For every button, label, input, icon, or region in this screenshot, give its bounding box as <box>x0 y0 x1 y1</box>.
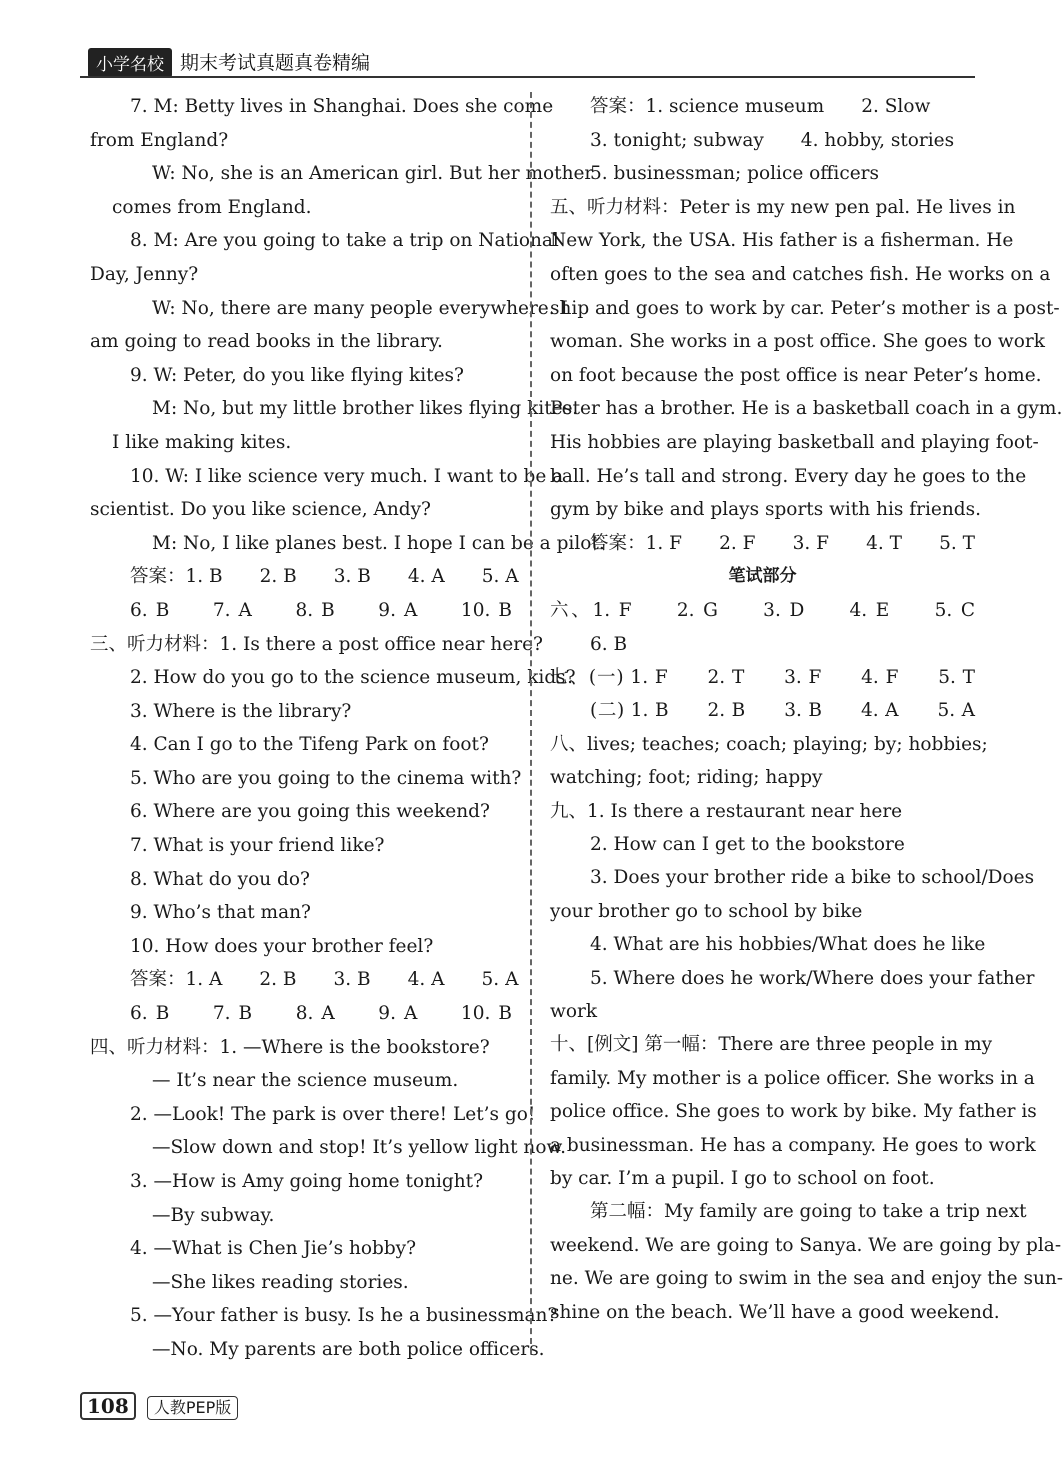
text-line: comes from England. <box>112 196 312 218</box>
text-line: His hobbies are playing basketball and playing foot- <box>550 431 1039 453</box>
text-line: weekend. We are going to Sanya. We are going by pla- <box>550 1234 1062 1256</box>
text-line: 六、1. F 2. G 3. D 4. E 5. C <box>550 599 975 621</box>
text-line: Day, Jenny? <box>90 263 199 285</box>
text-line: 第二幅：My family are going to take a trip next <box>590 1201 1027 1223</box>
text-line: 6. B <box>590 633 628 655</box>
text-line: 3. Where is the library? <box>130 700 352 722</box>
column-divider <box>530 92 532 1354</box>
text-line: —No. My parents are both police officers. <box>152 1338 545 1360</box>
text-line: (二) 1. B 2. B 3. B 4. A 5. A <box>590 700 975 722</box>
text-line: 3. Does your brother ride a bike to school/Does <box>590 867 1035 889</box>
text-line: 九、1. Is there a restaurant near here <box>550 800 903 822</box>
text-line: 9. W: Peter, do you like flying kites? <box>130 364 464 386</box>
text-line: 3. —How is Amy going home tonight? <box>130 1171 484 1192</box>
text-line: 7. M: Betty lives in Shanghai. Does she come <box>130 96 554 117</box>
text-line: 6. B 7. A 8. B 9. A 10. B <box>130 599 512 621</box>
text-line: work <box>550 1001 598 1022</box>
text-line: 五、听力材料：Peter is my new pen pal. He lives in <box>550 196 1016 218</box>
text-line: your brother go to school by bike <box>550 900 863 922</box>
text-line: 四、听力材料：1. —Where is the bookstore? <box>90 1036 490 1058</box>
text-line: I like making kites. <box>112 431 292 453</box>
text-line: often goes to the sea and catches fish. He works on a <box>550 263 1051 285</box>
text-line: from England? <box>90 129 229 151</box>
text-line: 2. How can I get to the bookstore <box>590 834 905 856</box>
text-line: watching; foot; riding; happy <box>550 767 823 789</box>
text-line: 4. —What is Chen Jie’s hobby? <box>130 1238 417 1260</box>
text-line: 10. How does your brother feel? <box>130 935 434 957</box>
text-line: ne. We are going to swim in the sea and enjoy the sun- <box>550 1268 1063 1290</box>
text-line: am going to read books in the library. <box>90 331 443 353</box>
text-line: 三、听力材料：1. Is there a post office near here? <box>90 633 543 655</box>
text-line: 2. How do you go to the science museum, kids? <box>130 667 576 689</box>
text-line: ball. He’s tall and strong. Every day he goes to the <box>550 465 1027 487</box>
text-line: shine on the beach. We’ll have a good weekend. <box>550 1301 1000 1323</box>
text-line: 5. —Your father is busy. Is he a businessman? <box>130 1305 558 1327</box>
text-line: M: No, I like planes best. I hope I can be a pilot. <box>152 532 605 554</box>
text-line: — It’s near the science museum. <box>152 1070 459 1092</box>
text-line: 5. Who are you going to the cinema with? <box>130 767 522 789</box>
text-line: —By subway. <box>152 1204 275 1226</box>
text-line: Peter has a brother. He is a basketball coach in a gym. <box>550 398 1063 420</box>
text-line: 8. M: Are you going to take a trip on National <box>130 230 559 252</box>
text-line: 七、(一) 1. F 2. T 3. F 4. F 5. T <box>550 667 975 689</box>
text-line: a businessman. He has a company. He goes to work <box>550 1134 1036 1156</box>
book-title: 期末考试真题真卷精编 <box>180 52 371 74</box>
text-line: 10. W: I like science very much. I want to be a <box>130 465 564 487</box>
text-line: 6. B 7. B 8. A 9. A 10. B <box>130 1003 512 1025</box>
text-line: 答案：1. B 2. B 3. B 4. A 5. A <box>130 566 519 588</box>
text-line: 答案：1. F 2. F 3. F 4. T 5. T <box>590 532 975 554</box>
page-footer <box>80 1392 238 1420</box>
text-line: New York, the USA. His father is a fisherman. He <box>550 230 1014 252</box>
text-line: 笔试部分 <box>728 566 797 587</box>
right-column <box>550 90 1063 1329</box>
text-line: 答案：1. A 2. B 3. B 4. A 5. A <box>130 969 519 991</box>
text-line: ship and goes to work by car. Peter’s mother is a post- <box>550 297 1060 319</box>
text-line: W: No, she is an American girl. But her mother <box>152 163 594 185</box>
series-badge: 小学名校 <box>88 48 172 78</box>
text-line: 6. Where are you going this weekend? <box>130 801 490 823</box>
text-line: police office. She goes to work by bike. My father is <box>550 1101 1037 1123</box>
text-line: 八、lives; teaches; coach; playing; by; hobbies; <box>550 733 988 755</box>
text-line: 十、[例文] 第一幅：There are three people in my <box>550 1034 993 1056</box>
text-line: on foot because the post office is near Peter’s home. <box>550 364 1042 386</box>
text-line: 3. tonight; subway 4. hobby, stories <box>590 129 955 151</box>
text-line: scientist. Do you like science, Andy? <box>90 499 431 521</box>
text-line: by car. I’m a pupil. I go to school on foot. <box>550 1167 935 1189</box>
text-line: 2. —Look! The park is over there! Let’s go! <box>130 1103 536 1125</box>
text-line: 4. Can I go to the Tifeng Park on foot? <box>130 734 489 756</box>
text-line: 答案：1. science museum 2. Slow <box>590 96 931 117</box>
text-line: 5. Where does he work/Where does your father <box>590 967 1035 989</box>
text-line: W: No, there are many people everywhere. I <box>152 297 568 319</box>
text-line: family. My mother is a police officer. She works in a <box>550 1067 1035 1089</box>
edition-label: 人教PEP版 <box>147 1396 238 1420</box>
text-line: —Slow down and stop! It’s yellow light now. <box>152 1137 567 1159</box>
page-header <box>80 44 975 78</box>
text-line: 5. businessman; police officers <box>590 163 879 185</box>
text-line: 4. What are his hobbies/What does he like <box>590 934 986 956</box>
text-line: woman. She works in a post office. She goes to work <box>550 331 1045 353</box>
text-line: 8. What do you do? <box>130 868 310 890</box>
text-line: M: No, but my little brother likes flying kites. <box>152 398 578 420</box>
text-line: 7. What is your friend like? <box>130 835 385 857</box>
page-number: 108 <box>80 1392 136 1420</box>
text-line: —She likes reading stories. <box>152 1271 409 1293</box>
header-rule <box>80 76 975 78</box>
text-line: 9. Who’s that man? <box>130 902 311 924</box>
text-line: gym by bike and plays sports with his friends. <box>550 499 981 521</box>
